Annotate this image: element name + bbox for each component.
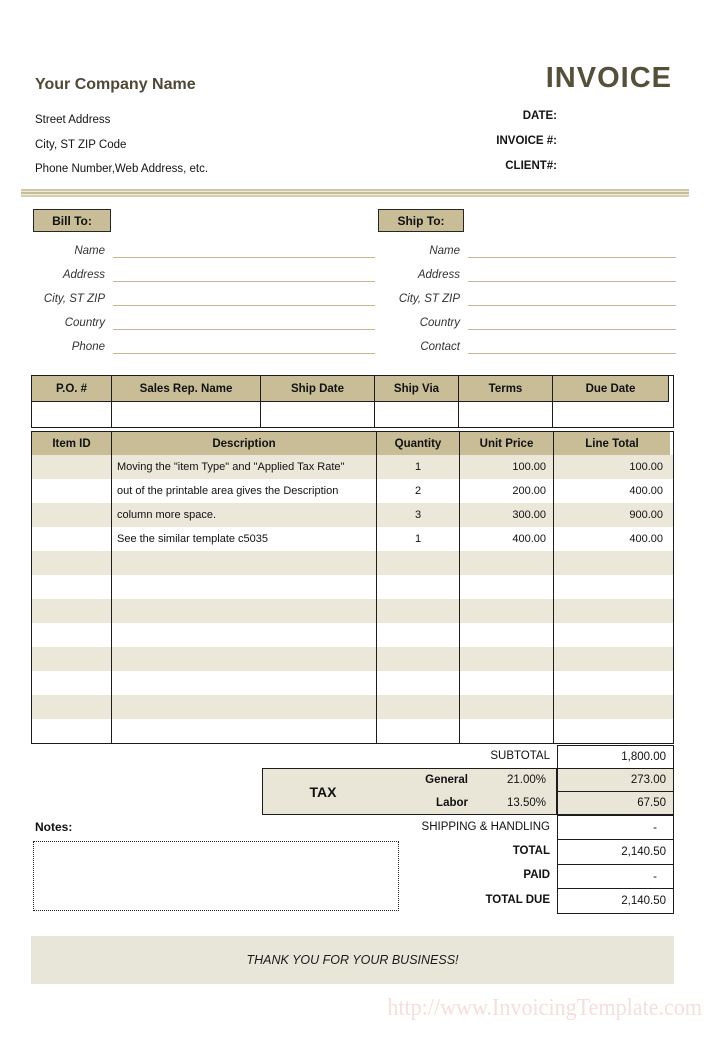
notes-input[interactable]	[33, 841, 399, 911]
bill-to-city-row	[33, 286, 375, 308]
tax-labor-rate[interactable]: 13.50%	[506, 796, 546, 809]
ship-to-country-input[interactable]	[468, 329, 676, 330]
item-id-cell[interactable]	[32, 623, 112, 647]
tax-label: TAX	[309, 783, 337, 800]
bill-to-city-input[interactable]	[113, 305, 375, 306]
unit-price-cell[interactable]: 300.00	[460, 503, 554, 527]
unit-price-cell[interactable]	[460, 623, 554, 647]
quantity-cell[interactable]	[377, 647, 460, 671]
line-total-cell[interactable]	[554, 671, 670, 695]
quantity-cell[interactable]	[377, 599, 460, 623]
date-label: DATE:	[522, 110, 557, 122]
item-row	[32, 455, 673, 479]
line-total-cell: 400.00	[629, 533, 663, 545]
description-cell[interactable]	[112, 671, 377, 695]
ship-to-contact-label: Contact	[420, 341, 460, 353]
ship-to-country-row	[378, 310, 676, 332]
bill-to-name-input[interactable]	[113, 257, 375, 258]
shipping-label: SHIPPING & HANDLING	[421, 821, 550, 833]
invoice-title: INVOICE	[545, 62, 672, 94]
tax-box	[262, 768, 557, 815]
description-cell[interactable]	[112, 719, 377, 743]
ship-to-contact-row	[378, 334, 676, 356]
ship-to-address-label: Address	[417, 269, 460, 281]
description-cell[interactable]	[112, 599, 377, 623]
po-number-header: P.O. #	[32, 376, 112, 402]
line-total-cell[interactable]	[554, 623, 670, 647]
tax-general-rate[interactable]: 21.00%	[506, 774, 546, 787]
empty-item-row	[32, 551, 673, 575]
company-name: Your Company Name	[35, 76, 196, 93]
line-total-cell: 400.00	[629, 485, 663, 497]
tax-general-amount: 273.00	[557, 768, 674, 792]
line-total-cell[interactable]	[554, 719, 670, 743]
ship-date-cell[interactable]	[261, 402, 375, 427]
bill-to-country-label: Country	[64, 317, 105, 329]
ship-to-city-input[interactable]	[468, 305, 676, 306]
terms-header: Terms	[459, 376, 553, 402]
total-label: TOTAL	[512, 845, 550, 857]
total-value: 2,140.50	[557, 839, 674, 865]
empty-item-row	[32, 575, 673, 599]
line-total-header: Line Total	[554, 432, 670, 455]
bill-to-country-input[interactable]	[113, 329, 375, 330]
item-row	[32, 479, 673, 503]
item-id-cell[interactable]	[32, 503, 112, 527]
line-total-cell: 100.00	[629, 461, 663, 473]
client-number-label: CLIENT#:	[505, 160, 557, 172]
description-cell[interactable]: Moving the "item Type" and "Applied Tax Rate"	[112, 455, 377, 479]
description-cell[interactable]: See the similar template c5035	[112, 527, 377, 551]
ship-to-contact-input[interactable]	[468, 353, 676, 354]
quantity-cell[interactable]: 1	[377, 455, 460, 479]
company-phone: Phone Number,Web Address, etc.	[35, 163, 209, 175]
due-date-cell[interactable]	[553, 402, 669, 427]
line-total-cell[interactable]	[554, 575, 670, 599]
bill-to-country-row	[33, 310, 375, 332]
ship-via-header: Ship Via	[375, 376, 459, 402]
items-table	[31, 431, 674, 744]
item-id-cell[interactable]	[32, 575, 112, 599]
company-street: Street Address	[35, 114, 111, 126]
empty-item-row	[32, 695, 673, 719]
line-total-cell: 900.00	[629, 509, 663, 521]
quantity-cell[interactable]	[377, 719, 460, 743]
description-cell[interactable]	[112, 647, 377, 671]
paid-value[interactable]: -	[557, 864, 674, 889]
tax-general-name: General	[425, 774, 468, 787]
total-due-value: 2,140.50	[557, 888, 674, 914]
quantity-cell[interactable]	[377, 575, 460, 599]
empty-item-row	[32, 719, 673, 743]
subtotal-label: SUBTOTAL	[490, 750, 550, 762]
ship-to-address-row	[378, 262, 676, 284]
line-total-cell[interactable]	[554, 599, 670, 623]
description-cell[interactable]	[112, 575, 377, 599]
bill-to-phone-label: Phone	[71, 341, 105, 353]
item-id-cell[interactable]	[32, 479, 112, 503]
unit-price-cell[interactable]	[460, 599, 554, 623]
watermark-url: http://www.InvoicingTemplate.com	[387, 995, 702, 1021]
ship-to-country-label: Country	[419, 317, 460, 329]
quantity-cell[interactable]: 3	[377, 503, 460, 527]
po-number-cell[interactable]	[32, 402, 112, 427]
item-id-header: Item ID	[32, 432, 112, 455]
description-cell[interactable]	[112, 695, 377, 719]
header-divider	[21, 188, 689, 197]
sales-rep-header: Sales Rep. Name	[112, 376, 261, 402]
invoice-number-label: INVOICE #:	[496, 135, 557, 147]
description-header: Description	[112, 432, 377, 455]
empty-item-row	[32, 599, 673, 623]
item-row	[32, 503, 673, 527]
bill-to-name-label: Name	[74, 245, 105, 257]
unit-price-header: Unit Price	[460, 432, 554, 455]
item-id-cell[interactable]	[32, 455, 112, 479]
subtotal-value: 1,800.00	[557, 745, 674, 769]
unit-price-cell[interactable]	[460, 695, 554, 719]
notes-label: Notes:	[35, 820, 73, 834]
unit-price-cell[interactable]	[460, 647, 554, 671]
ship-via-cell[interactable]	[375, 402, 459, 427]
item-row	[32, 527, 673, 551]
ship-date-header: Ship Date	[261, 376, 375, 402]
description-cell[interactable]	[112, 551, 377, 575]
bill-to-city-label: City, ST ZIP	[43, 293, 105, 305]
item-id-cell[interactable]	[32, 671, 112, 695]
quantity-cell[interactable]: 2	[377, 479, 460, 503]
bill-to-phone-input[interactable]	[113, 353, 375, 354]
tax-labor-name: Labor	[436, 796, 468, 809]
line-total-cell[interactable]	[554, 695, 670, 719]
item-id-cell[interactable]	[32, 599, 112, 623]
sales-rep-cell[interactable]	[112, 402, 261, 427]
empty-item-row	[32, 647, 673, 671]
bill-to-address-input[interactable]	[113, 281, 375, 282]
unit-price-cell[interactable]: 400.00	[460, 527, 554, 551]
paid-label: PAID	[523, 869, 550, 881]
items-header-row	[32, 432, 673, 455]
description-cell[interactable]: column more space.	[112, 503, 377, 527]
total-due-label: TOTAL DUE	[485, 894, 550, 906]
quantity-cell[interactable]	[377, 623, 460, 647]
empty-item-row	[32, 671, 673, 695]
bill-to-address-row	[33, 262, 375, 284]
description-cell[interactable]: out of the printable area gives the Description	[112, 479, 377, 503]
quantity-header: Quantity	[377, 432, 460, 455]
ship-to-name-input[interactable]	[468, 257, 676, 258]
ship-to-address-input[interactable]	[468, 281, 676, 282]
bill-to-button[interactable]: Bill To:	[33, 209, 111, 232]
item-id-cell[interactable]	[32, 647, 112, 671]
footer-message: THANK YOU FOR YOUR BUSINESS!	[31, 936, 674, 984]
ship-to-button[interactable]: Ship To:	[378, 209, 464, 232]
shipping-value[interactable]: -	[557, 815, 674, 840]
line-total-cell[interactable]	[554, 647, 670, 671]
ship-to-name-label: Name	[429, 245, 460, 257]
quantity-cell[interactable]	[377, 671, 460, 695]
unit-price-cell[interactable]: 100.00	[460, 455, 554, 479]
bill-to-name-row	[33, 238, 375, 260]
empty-item-row	[32, 623, 673, 647]
terms-cell[interactable]	[459, 402, 553, 427]
item-id-cell[interactable]	[32, 695, 112, 719]
bill-to-phone-row	[33, 334, 375, 356]
tax-labor-amount: 67.50	[557, 791, 674, 815]
ship-to-city-row	[378, 286, 676, 308]
quantity-cell[interactable]: 1	[377, 527, 460, 551]
item-id-cell[interactable]	[32, 527, 112, 551]
company-city: City, ST ZIP Code	[35, 139, 127, 151]
unit-price-cell[interactable]	[460, 719, 554, 743]
quantity-cell[interactable]	[377, 695, 460, 719]
unit-price-cell[interactable]	[460, 671, 554, 695]
quantity-cell[interactable]	[377, 551, 460, 575]
order-info-table	[31, 375, 674, 428]
unit-price-cell[interactable]	[460, 575, 554, 599]
bill-to-address-label: Address	[62, 269, 105, 281]
ship-to-city-label: City, ST ZIP	[398, 293, 460, 305]
due-date-header: Due Date	[553, 376, 669, 402]
item-id-cell[interactable]	[32, 551, 112, 575]
unit-price-cell[interactable]	[460, 551, 554, 575]
item-id-cell[interactable]	[32, 719, 112, 743]
line-total-cell[interactable]	[554, 551, 670, 575]
description-cell[interactable]	[112, 623, 377, 647]
ship-to-name-row	[378, 238, 676, 260]
unit-price-cell[interactable]: 200.00	[460, 479, 554, 503]
